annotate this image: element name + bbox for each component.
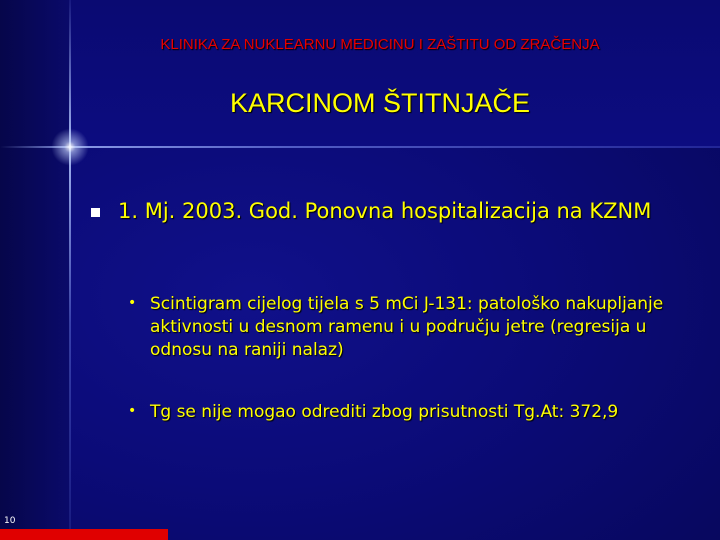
sub-bullet-text: Scintigram cijelog tijela s 5 mCi J-131: patološko nakupljanje aktivnosti u desnom ramenu i u području jetre (regresija u odnosu na raniji nalaz) <box>150 294 664 360</box>
square-bullet-icon <box>91 208 100 217</box>
clinic-header: KLINIKA ZA NUKLEARNU MEDICINU I ZAŠTITU OD ZRAČENJA <box>160 36 600 53</box>
slide-title: KARCINOM ŠTITNJAČE <box>229 88 531 118</box>
sparkle-icon <box>48 125 92 169</box>
left-band <box>0 0 70 540</box>
sub-bullet-text: Tg se nije mogao odrediti zbog prisutnosti Tg.At: 372,9 <box>150 402 619 422</box>
horizontal-divider <box>0 146 720 148</box>
page-number: 10 <box>4 516 16 526</box>
main-bullet-text: 1. Mj. 2003. God. Ponovna hospitalizacija na KZNM <box>118 199 652 223</box>
vertical-divider <box>69 0 71 540</box>
dot-bullet-icon: • <box>128 295 137 311</box>
footer-bar <box>0 529 168 540</box>
header-band <box>0 0 720 148</box>
dot-bullet-icon: • <box>128 403 137 419</box>
